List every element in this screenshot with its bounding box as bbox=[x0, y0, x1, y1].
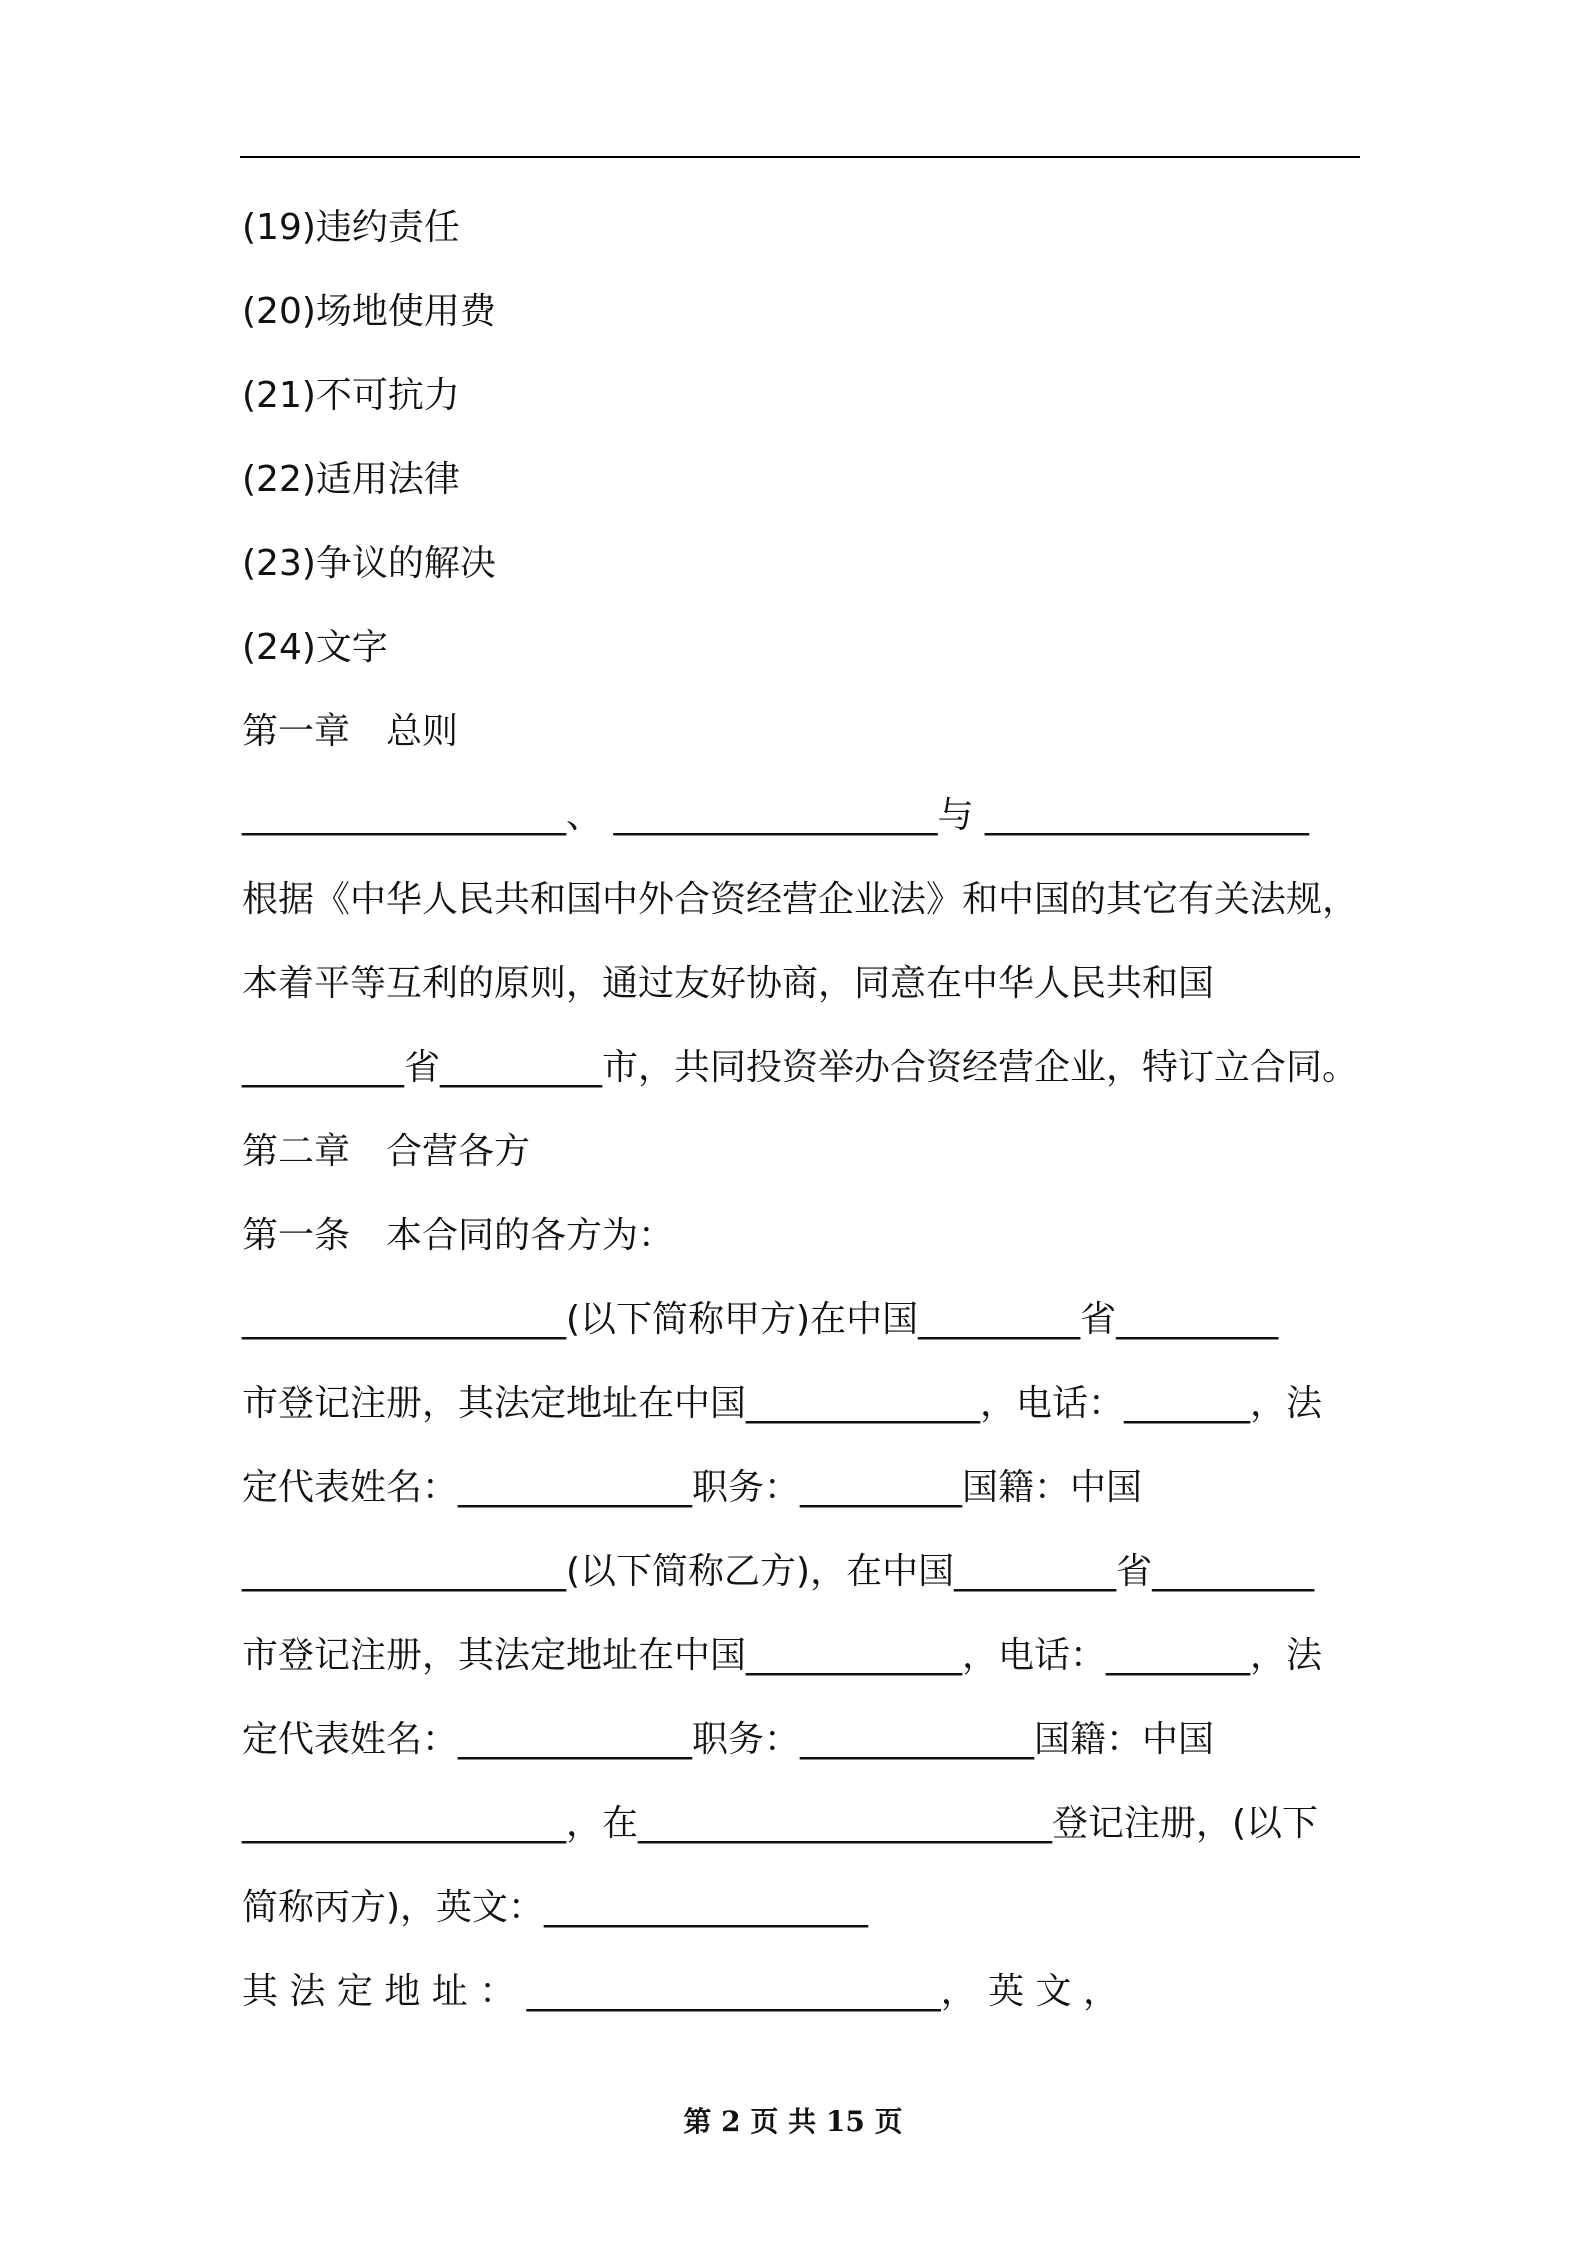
party-c-line: 简称丙方)，英文：__________________ bbox=[242, 1887, 869, 1928]
body-paragraph-line: 本着平等互利的原则，通过友好协商，同意在中华人民共和国 bbox=[242, 963, 1215, 1004]
body-paragraph-line: 根据《中华人民共和国中外合资经营企业法》和中国的其它有关法规， bbox=[242, 879, 1359, 920]
item-22-applicable-law: (22)适用法律 bbox=[242, 459, 460, 500]
party-a-line: 市登记注册，其法定地址在中国_____________，电话：_______，法 bbox=[242, 1383, 1323, 1424]
party-b-line: 市登记注册，其法定地址在中国____________，电话：________，法 bbox=[242, 1635, 1323, 1676]
parties-blank-line: __________________、 __________________与 __________________ bbox=[242, 795, 1309, 836]
chapter-1-heading: 第一章 总则 bbox=[242, 711, 459, 752]
item-19-breach-liability: (19)违约责任 bbox=[242, 207, 460, 248]
party-a-line: __________________(以下简称甲方)在中国_________省_________ bbox=[242, 1299, 1279, 1340]
item-23-dispute-resolution: (23)争议的解决 bbox=[242, 543, 496, 584]
party-b-line: 定代表姓名：_____________职务：_____________国籍：中国 bbox=[242, 1719, 1215, 1760]
body-paragraph-line: _________省_________市，共同投资举办合资经营企业，特订立合同。 bbox=[242, 1047, 1359, 1088]
header-rule bbox=[240, 156, 1360, 158]
chapter-2-heading: 第二章 合营各方 bbox=[242, 1131, 531, 1172]
party-c-line: __________________，在_______________________登记注册，(以下 bbox=[242, 1803, 1319, 1844]
article-1-heading: 第一条 本合同的各方为： bbox=[242, 1215, 675, 1256]
item-24-language: (24)文字 bbox=[242, 627, 388, 668]
party-c-address-line: 其 法 定 地 址 ： _______________________， 英 文 ， bbox=[242, 1971, 1119, 2012]
item-21-force-majeure: (21)不可抗力 bbox=[242, 375, 460, 416]
item-20-site-fee: (20)场地使用费 bbox=[242, 291, 496, 332]
party-b-line: __________________(以下简称乙方)，在中国_________省_________ bbox=[242, 1551, 1315, 1592]
page-number-footer: 第 2 页 共 15 页 bbox=[683, 2105, 903, 2138]
party-a-line: 定代表姓名：_____________职务：_________国籍：中国 bbox=[242, 1467, 1143, 1508]
